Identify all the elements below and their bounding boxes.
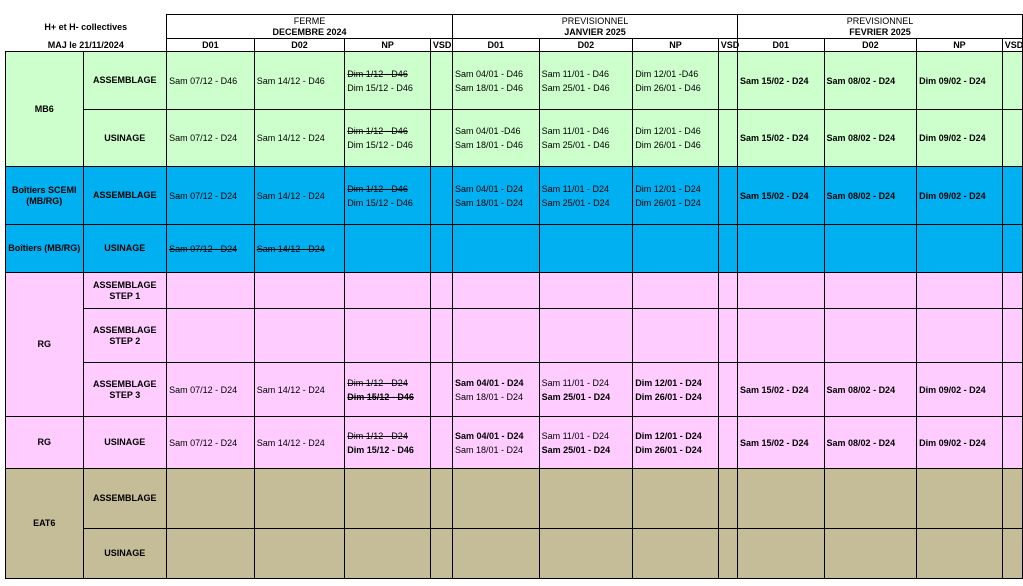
schedule-entry: Sam 07/12 - D24 [169, 384, 238, 395]
schedule-entry: Dim 1/12 - D46 [347, 68, 408, 79]
activity-label: USINAGE [83, 417, 167, 469]
schedule-cell [345, 273, 431, 309]
schedule-cell [917, 417, 1003, 469]
schedule-cell [453, 309, 540, 363]
schedule-cell [254, 167, 345, 225]
schedule-entry: Sam 18/01 - D24 [455, 391, 524, 402]
schedule-cell [430, 529, 452, 579]
schedule-cell [345, 469, 431, 529]
column-header-np: NP [917, 39, 1003, 52]
schedule-cell [737, 469, 824, 529]
schedule-cell [254, 309, 345, 363]
schedule-entry: Sam 14/12 - D24 [256, 190, 325, 201]
schedule-entry: Sam 08/02 - D24 [826, 190, 896, 201]
schedule-entry: Sam 15/02 - D24 [739, 190, 809, 201]
schedule-cell [430, 167, 452, 225]
table-row [6, 273, 1023, 309]
month-header-dec: DECEMBRE 2024 [167, 27, 453, 39]
schedule-cell [1002, 52, 1022, 110]
schedule-cell [345, 110, 431, 167]
schedule-entry: Dim 15/12 - D46 [347, 444, 414, 455]
schedule-entry: Dim 15/12 - D46 [347, 391, 414, 402]
schedule-entry: Dim 15/12 - D46 [347, 197, 413, 208]
schedule-cell [633, 52, 719, 110]
schedule-entry: Sam 25/01 - D46 [541, 82, 610, 93]
schedule-cell [737, 363, 824, 417]
group-header-ferme: FERME [167, 15, 453, 27]
schedule-cell [345, 225, 431, 273]
schedule-cell [1002, 110, 1022, 167]
schedule-cell [718, 225, 737, 273]
schedule-cell [453, 52, 540, 110]
schedule-entry: Dim 12/01 - D24 [635, 430, 702, 441]
schedule-cell [430, 110, 452, 167]
schedule-entry: Dim 1/12 - D46 [347, 183, 408, 194]
activity-label: ASSEMBLAGE STEP 3 [83, 363, 167, 417]
schedule-cell [824, 110, 917, 167]
schedule-cell [167, 363, 255, 417]
schedule-entry: Sam 18/01 - D46 [455, 82, 524, 93]
schedule-cell [453, 110, 540, 167]
schedule-cell [1002, 273, 1022, 309]
table-row [6, 52, 1023, 110]
schedule-cell [167, 225, 255, 273]
schedule-cell [824, 273, 917, 309]
table-row [6, 309, 1023, 363]
activity-label: ASSEMBLAGE [83, 469, 167, 529]
table-row [6, 529, 1023, 579]
schedule-entry: Sam 18/01 - D24 [455, 444, 524, 455]
column-header-vsd: VSD [430, 39, 452, 52]
schedule-cell [824, 417, 917, 469]
schedule-cell [254, 363, 345, 417]
column-header-d02: D02 [824, 39, 917, 52]
schedule-cell [737, 52, 824, 110]
schedule-cell [254, 469, 345, 529]
schedule-cell [254, 225, 345, 273]
schedule-cell [633, 309, 719, 363]
schedule-cell [453, 273, 540, 309]
schedule-cell [254, 417, 345, 469]
column-header-d02: D02 [539, 39, 633, 52]
schedule-cell [430, 52, 452, 110]
schedule-cell [718, 363, 737, 417]
schedule-entry: Dim 09/02 - D24 [919, 384, 986, 395]
schedule-cell [254, 529, 345, 579]
schedule-cell [539, 52, 633, 110]
schedule-entry: Dim 09/02 - D24 [919, 437, 986, 448]
schedule-cell [539, 273, 633, 309]
schedule-entry: Sam 14/12 - D24 [256, 384, 325, 395]
group-boitiers: Boîtiers (MB/RG) [6, 225, 84, 273]
schedule-cell [167, 309, 255, 363]
schedule-cell [167, 167, 255, 225]
schedule-cell [633, 110, 719, 167]
update-date: MAJ le 21/11/2024 [47, 39, 124, 50]
schedule-entry: Sam 25/01 - D24 [541, 197, 610, 208]
schedule-cell [917, 363, 1003, 417]
schedule-cell [718, 52, 737, 110]
column-header-d01: D01 [453, 39, 540, 52]
schedule-cell [345, 167, 431, 225]
schedule-cell [824, 529, 917, 579]
schedule-entry: Sam 04/01 - D24 [455, 377, 524, 388]
schedule-entry: Dim 12/01 -D46 [635, 68, 699, 79]
table-row [6, 417, 1023, 469]
schedule-cell [824, 167, 917, 225]
schedule-entry: Sam 04/01 - D24 [455, 183, 524, 194]
schedule-cell [917, 225, 1003, 273]
schedule-cell [824, 309, 917, 363]
column-header-vsd: VSD [718, 39, 737, 52]
schedule-cell [539, 417, 633, 469]
activity-label: USINAGE [83, 225, 167, 273]
column-header-np: NP [633, 39, 719, 52]
schedule-entry: Sam 25/01 - D24 [541, 444, 611, 455]
column-header-vsd: VSD [1002, 39, 1022, 52]
schedule-cell [1002, 225, 1022, 273]
schedule-cell [718, 469, 737, 529]
schedule-entry: Sam 15/02 - D24 [739, 384, 809, 395]
schedule-cell [254, 52, 345, 110]
schedule-cell [718, 167, 737, 225]
schedule-cell [737, 529, 824, 579]
schedule-entry: Dim 26/01 - D46 [635, 82, 701, 93]
schedule-cell [345, 363, 431, 417]
planning-table [5, 14, 1023, 579]
schedule-cell [430, 273, 452, 309]
schedule-cell [254, 273, 345, 309]
schedule-entry: Sam 18/01 - D24 [455, 197, 524, 208]
schedule-cell [539, 363, 633, 417]
schedule-cell [633, 417, 719, 469]
schedule-entry: Sam 07/12 - D24 [169, 190, 238, 201]
schedule-entry: Sam 15/02 - D24 [739, 133, 809, 143]
schedule-entry: Sam 25/01 - D46 [541, 140, 610, 150]
schedule-cell [917, 309, 1003, 363]
schedule-cell [718, 273, 737, 309]
schedule-entry: Sam 08/02 - D24 [826, 437, 896, 448]
schedule-cell [167, 417, 255, 469]
schedule-entry: Dim 15/12 - D46 [347, 140, 413, 150]
schedule-cell [539, 529, 633, 579]
schedule-entry: Sam 18/01 - D46 [455, 140, 524, 150]
schedule-entry: Sam 07/12 - D24 [169, 133, 238, 143]
schedule-entry: Sam 04/01 - D46 [455, 68, 524, 79]
schedule-entry: Dim 26/01 - D46 [635, 140, 701, 150]
schedule-cell [345, 52, 431, 110]
schedule-cell [917, 529, 1003, 579]
schedule-cell [718, 417, 737, 469]
activity-label: ASSEMBLAGE [83, 167, 167, 225]
schedule-cell [917, 167, 1003, 225]
group-rg: RG [6, 273, 84, 417]
schedule-cell [539, 309, 633, 363]
group-eat6: EAT6 [6, 469, 84, 579]
schedule-cell [167, 529, 255, 579]
schedule-entry: Sam 14/12 - D46 [256, 75, 325, 86]
schedule-entry: Sam 07/12 - D46 [169, 75, 238, 86]
schedule-entry: Dim 12/01 - D24 [635, 183, 701, 194]
schedule-entry: Sam 07/12 - D24 [169, 243, 238, 254]
schedule-cell [718, 110, 737, 167]
schedule-cell [1002, 309, 1022, 363]
schedule-cell [167, 110, 255, 167]
schedule-entry: Sam 14/12 - D24 [256, 243, 325, 254]
month-header-jan: JANVIER 2025 [453, 27, 738, 39]
table-row [6, 110, 1023, 167]
schedule-cell [539, 225, 633, 273]
schedule-cell [737, 417, 824, 469]
column-header-d01: D01 [737, 39, 824, 52]
schedule-cell [167, 273, 255, 309]
schedule-cell [430, 309, 452, 363]
schedule-cell [824, 363, 917, 417]
schedule-cell [718, 309, 737, 363]
table-row [6, 469, 1023, 529]
schedule-cell [1002, 417, 1022, 469]
schedule-cell [539, 110, 633, 167]
column-header-d02: D02 [254, 39, 345, 52]
schedule-cell [167, 469, 255, 529]
schedule-entry: Dim 1/12 - D46 [347, 126, 408, 136]
schedule-entry: Sam 11/01 - D46 [541, 126, 609, 136]
schedule-entry: Sam 11/01 - D46 [541, 68, 609, 79]
group-mb6: MB6 [6, 52, 84, 167]
table-row [6, 167, 1023, 225]
schedule-cell [737, 110, 824, 167]
schedule-entry: Dim 09/02 - D24 [919, 133, 986, 143]
schedule-cell [824, 52, 917, 110]
schedule-entry: Sam 15/02 - D24 [739, 75, 809, 86]
schedule-entry: Sam 08/02 - D24 [826, 75, 896, 86]
schedule-entry: Dim 26/01 - D24 [635, 391, 702, 402]
schedule-entry: Sam 11/01 - D24 [541, 430, 609, 441]
schedule-cell [539, 469, 633, 529]
schedule-cell [633, 529, 719, 579]
schedule-cell [430, 225, 452, 273]
schedule-entry: Sam 04/01 -D46 [455, 126, 521, 136]
schedule-entry: Dim 09/02 - D24 [919, 190, 986, 201]
schedule-entry: Dim 15/12 - D46 [347, 82, 413, 93]
schedule-cell [917, 110, 1003, 167]
group-boitiers-scemi: Boîtiers SCEMI (MB/RG) [6, 167, 84, 225]
group-rg-usinage: RG [6, 417, 84, 469]
activity-label: ASSEMBLAGE STEP 1 [83, 273, 167, 309]
schedule-entry: Sam 04/01 - D24 [455, 430, 524, 441]
group-header-previsionnel-jan: PREVISIONNEL [453, 15, 738, 27]
schedule-cell [917, 52, 1003, 110]
schedule-cell [1002, 529, 1022, 579]
schedule-entry: Sam 14/12 - D24 [256, 437, 325, 448]
schedule-cell [167, 52, 255, 110]
schedule-entry: Dim 12/01 - D46 [635, 126, 701, 136]
schedule-cell [1002, 167, 1022, 225]
schedule-entry: Sam 25/01 - D24 [541, 391, 611, 402]
activity-label: USINAGE [83, 110, 167, 167]
schedule-entry: Sam 08/02 - D24 [826, 384, 896, 395]
activity-label: USINAGE [83, 529, 167, 579]
schedule-cell [737, 167, 824, 225]
schedule-entry: Sam 08/02 - D24 [826, 133, 896, 143]
sheet-title: H+ et H- collectives [44, 21, 128, 32]
schedule-cell [345, 309, 431, 363]
schedule-entry: Sam 11/01 - D24 [541, 183, 609, 194]
month-header-feb: FEVRIER 2025 [737, 27, 1022, 39]
schedule-cell [633, 363, 719, 417]
schedule-entry: Sam 14/12 - D24 [256, 133, 325, 143]
activity-label: ASSEMBLAGE STEP 2 [83, 309, 167, 363]
schedule-cell [824, 469, 917, 529]
schedule-entry: Dim 1/12 - D24 [347, 377, 408, 388]
table-row [6, 225, 1023, 273]
activity-label: ASSEMBLAGE [83, 52, 167, 110]
group-header-previsionnel-feb: PREVISIONNEL [737, 15, 1022, 27]
schedule-cell [718, 529, 737, 579]
schedule-cell [539, 167, 633, 225]
schedule-cell [453, 167, 540, 225]
schedule-entry: Dim 26/01 - D24 [635, 197, 701, 208]
schedule-cell [453, 529, 540, 579]
schedule-cell [453, 417, 540, 469]
schedule-entry: Dim 1/12 - D24 [347, 430, 408, 441]
schedule-entry: Sam 15/02 - D24 [739, 437, 809, 448]
schedule-cell [737, 309, 824, 363]
schedule-cell [824, 225, 917, 273]
table-row [6, 363, 1023, 417]
schedule-cell [917, 273, 1003, 309]
schedule-cell [254, 110, 345, 167]
column-header-d01: D01 [167, 39, 255, 52]
schedule-cell [1002, 469, 1022, 529]
schedule-cell [345, 417, 431, 469]
schedule-cell [633, 225, 719, 273]
schedule-cell [633, 469, 719, 529]
schedule-cell [453, 469, 540, 529]
schedule-entry: Sam 11/01 - D24 [541, 377, 609, 388]
schedule-cell [430, 363, 452, 417]
schedule-cell [430, 417, 452, 469]
column-header-np: NP [345, 39, 431, 52]
schedule-cell [917, 469, 1003, 529]
schedule-cell [737, 273, 824, 309]
schedule-entry: Dim 26/01 - D24 [635, 444, 702, 455]
schedule-cell [633, 167, 719, 225]
schedule-cell [633, 273, 719, 309]
schedule-cell [453, 363, 540, 417]
schedule-cell [1002, 363, 1022, 417]
schedule-cell [345, 529, 431, 579]
schedule-cell [430, 469, 452, 529]
schedule-entry: Dim 09/02 - D24 [919, 75, 986, 86]
schedule-cell [453, 225, 540, 273]
schedule-entry: Dim 12/01 - D24 [635, 377, 702, 388]
schedule-cell [737, 225, 824, 273]
schedule-entry: Sam 07/12 - D24 [169, 437, 238, 448]
